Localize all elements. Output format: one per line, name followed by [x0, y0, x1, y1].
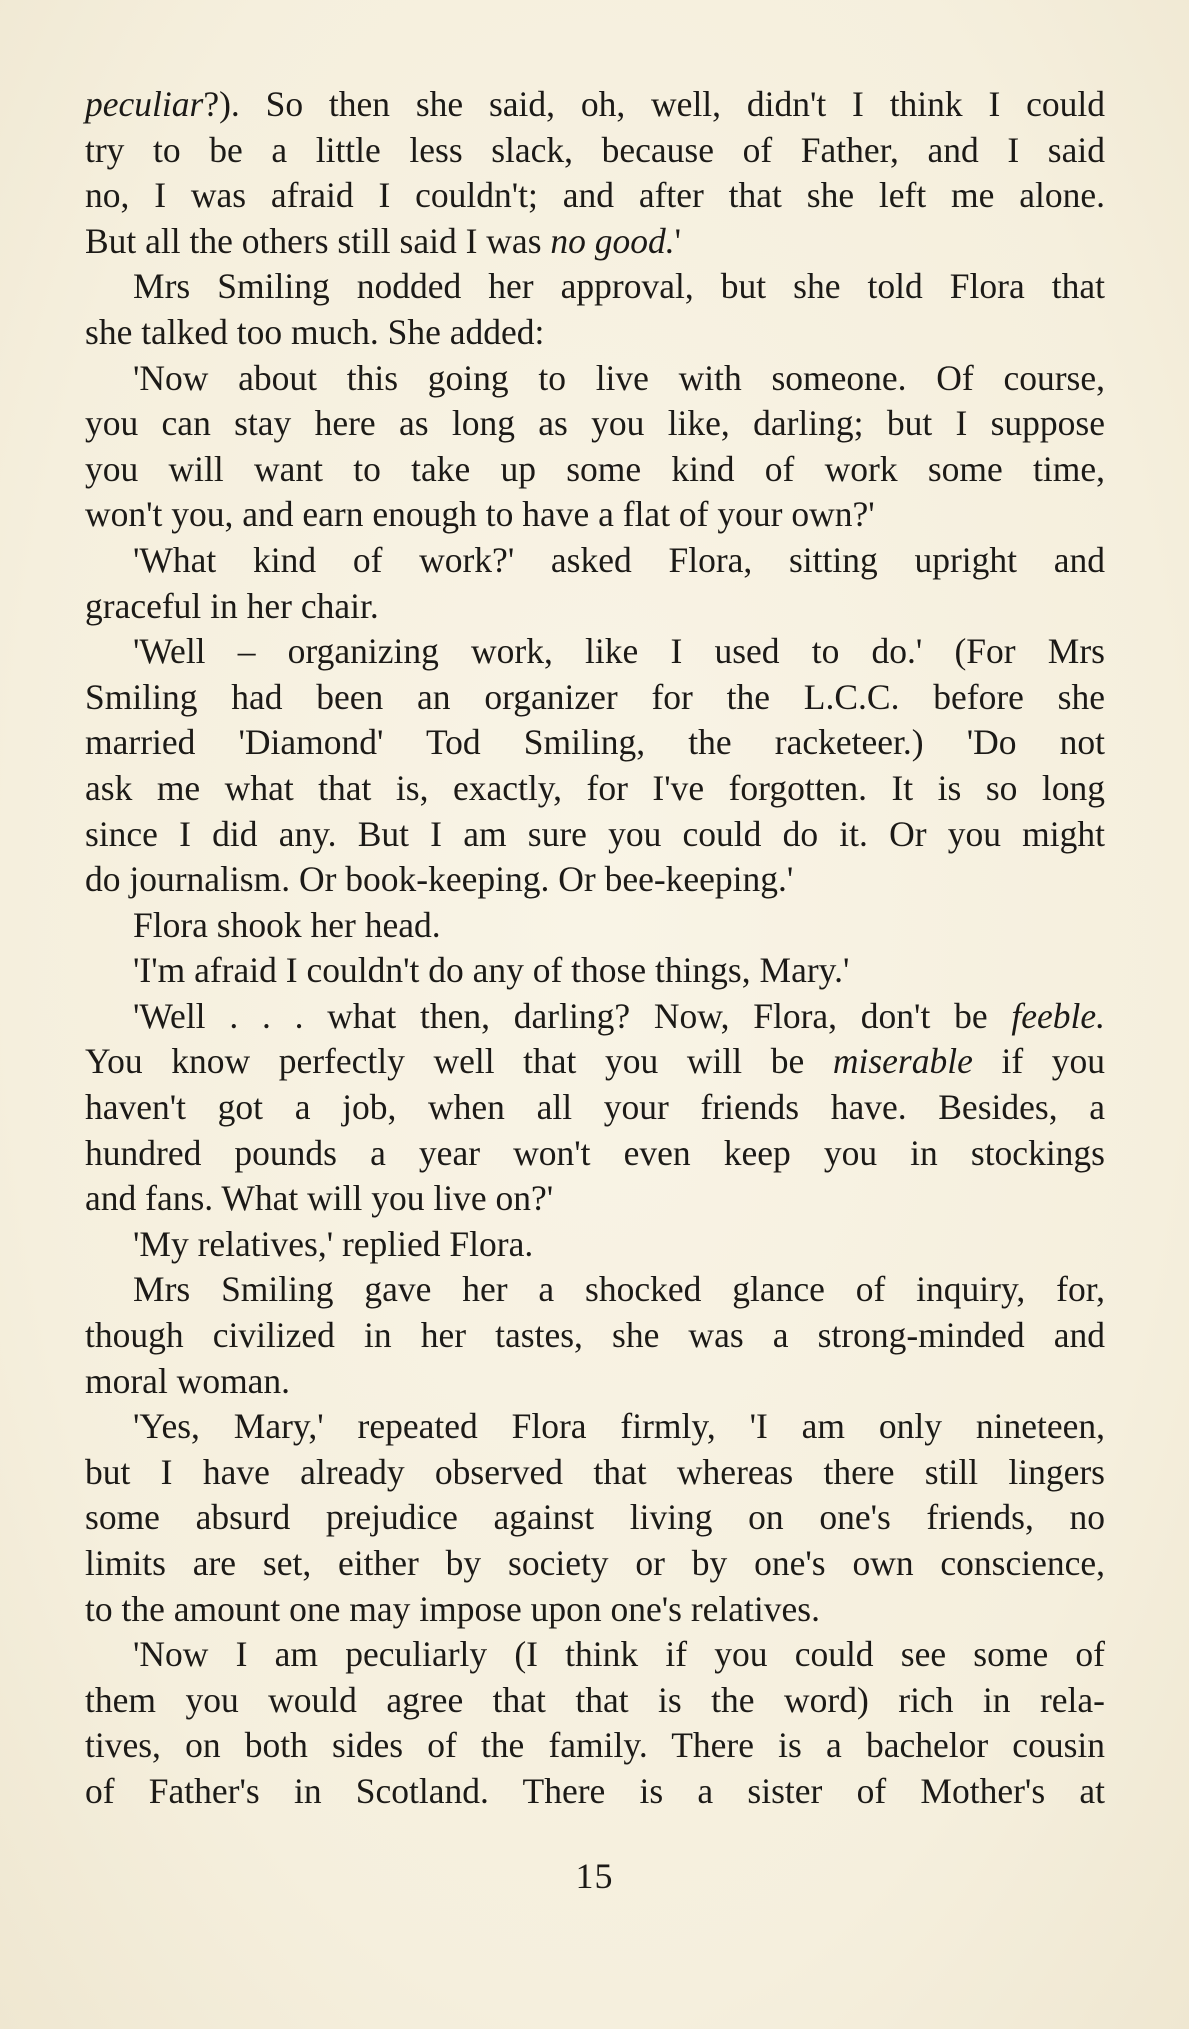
text-segment: 'What kind of work?' asked Flora, sitting upright and: [133, 539, 1105, 580]
italic-text: peculiar: [85, 84, 204, 124]
text-segment: graceful in her chair.: [85, 585, 379, 626]
text-segment: tives, on both sides of the family. There is a bachelor cousin: [85, 1725, 1105, 1766]
text-segment: no, I was afraid I couldn't; and after that she left me alone.: [85, 175, 1105, 216]
text-segment: do journalism. Or book-keeping. Or bee-keeping.': [85, 859, 794, 900]
text-segment: Smiling had been an organizer for the L.C.C. before she: [85, 676, 1105, 717]
text-segment: Flora shook her head.: [133, 904, 441, 945]
text-line: [85, 629, 1105, 675]
text-segment: she talked too much. She added:: [85, 311, 545, 352]
text-line: [85, 1632, 1105, 1678]
text-segment: married 'Diamond' Tod Smiling, the racketeer.) 'Do not: [85, 722, 1105, 763]
text-segment: but I have already observed that whereas there still lingers: [85, 1451, 1105, 1492]
text-line: [85, 356, 1105, 402]
text-segment: won't you, and earn enough to have a flat of your own?': [85, 494, 875, 535]
text-line: [85, 1359, 1105, 1405]
text-segment: you can stay here as long as you like, darling; but I suppose: [85, 403, 1105, 444]
text-segment: and fans. What will you live on?': [85, 1178, 554, 1219]
text-line: [85, 1495, 1105, 1541]
text-line: [85, 401, 1105, 447]
text-line: [85, 675, 1105, 721]
text-segment: moral woman.: [85, 1360, 291, 1401]
body-text: [85, 82, 1105, 1815]
text-segment: try to be a little less slack, because of Father, and I said: [85, 129, 1105, 170]
text-segment: 'Well . . . what then, darling? Now, Flora, don't be: [133, 995, 1012, 1036]
italic-text: no good.: [550, 220, 675, 261]
text-line: [85, 812, 1105, 858]
text-line: [85, 538, 1105, 584]
page-number: 15: [575, 1856, 614, 1896]
text-line: [85, 1039, 1105, 1085]
text-segment: haven't got a job, when all your friends have. Besides, a: [85, 1087, 1105, 1128]
text-line: [85, 1176, 1105, 1222]
text-segment: But all the others still said I was: [85, 220, 551, 261]
text-segment: 'Well – organizing work, like I used to do.' (For Mrs: [133, 631, 1105, 672]
text-line: [85, 1769, 1105, 1815]
text-segment: though civilized in her tastes, she was a strong-minded and: [85, 1315, 1105, 1356]
text-line: [85, 1131, 1105, 1177]
text-segment: ask me what that is, exactly, for I've forgotten. It is so long: [85, 767, 1105, 808]
text-segment: Mrs Smiling gave her a shocked glance of inquiry, for,: [133, 1269, 1105, 1310]
text-line: [85, 173, 1105, 219]
text-line: [85, 1222, 1105, 1268]
text-line: [85, 1313, 1105, 1359]
text-segment: 'My relatives,' replied Flora.: [133, 1223, 534, 1264]
text-line: [85, 903, 1105, 949]
text-segment: 'Yes, Mary,' repeated Flora firmly, 'I am only nineteen,: [133, 1406, 1105, 1447]
text-line: [85, 1267, 1105, 1313]
text-segment: limits are set, either by society or by one's own conscience,: [85, 1543, 1105, 1583]
italic-text: miserable: [832, 1041, 973, 1082]
text-segment: of Father's in Scotland. There is a sister of Mother's at: [85, 1770, 1105, 1811]
text-segment: Mrs Smiling nodded her approval, but she told Flora that: [133, 266, 1105, 307]
text-segment: ': [674, 220, 682, 261]
text-segment: if you: [972, 1041, 1105, 1082]
text-line: [85, 219, 1105, 265]
text-line: [85, 857, 1105, 903]
text-line: [85, 1450, 1105, 1496]
text-segment: 'Now about this going to live with someone. Of course,: [133, 357, 1105, 398]
text-line: [85, 492, 1105, 538]
text-segment: ?). So then she said, oh, well, didn't I think I could: [203, 84, 1105, 124]
text-line: [85, 948, 1105, 994]
text-segment: 'I'm afraid I couldn't do any of those things, Mary.': [133, 950, 850, 991]
text-line: [85, 1678, 1105, 1724]
text-line: [85, 264, 1105, 310]
text-line: [85, 82, 1105, 128]
text-segment: them you would agree that that is the word) rich in rela-: [85, 1679, 1105, 1720]
text-line: [85, 310, 1105, 356]
italic-text: feeble.: [1011, 995, 1105, 1036]
text-segment: since I did any. But I am sure you could do it. Or you might: [85, 813, 1105, 854]
text-line: [85, 1541, 1105, 1587]
text-segment: You know perfectly well that you will be: [85, 1041, 833, 1082]
text-line: [85, 766, 1105, 812]
text-line: [85, 584, 1105, 630]
text-segment: hundred pounds a year won't even keep you in stockings: [85, 1132, 1105, 1173]
text-line: [85, 1404, 1105, 1450]
text-line: [85, 1723, 1105, 1769]
text-segment: 'Now I am peculiarly (I think if you could see some of: [133, 1634, 1105, 1675]
text-line: [85, 994, 1105, 1040]
text-segment: to the amount one may impose upon one's relatives.: [85, 1588, 820, 1629]
text-line: [85, 1085, 1105, 1131]
text-line: [85, 128, 1105, 174]
text-line: [85, 447, 1105, 493]
text-segment: you will want to take up some kind of work some time,: [85, 448, 1105, 489]
text-line: [85, 1587, 1105, 1633]
text-segment: some absurd prejudice against living on one's friends, no: [85, 1497, 1105, 1538]
text-line: [85, 720, 1105, 766]
